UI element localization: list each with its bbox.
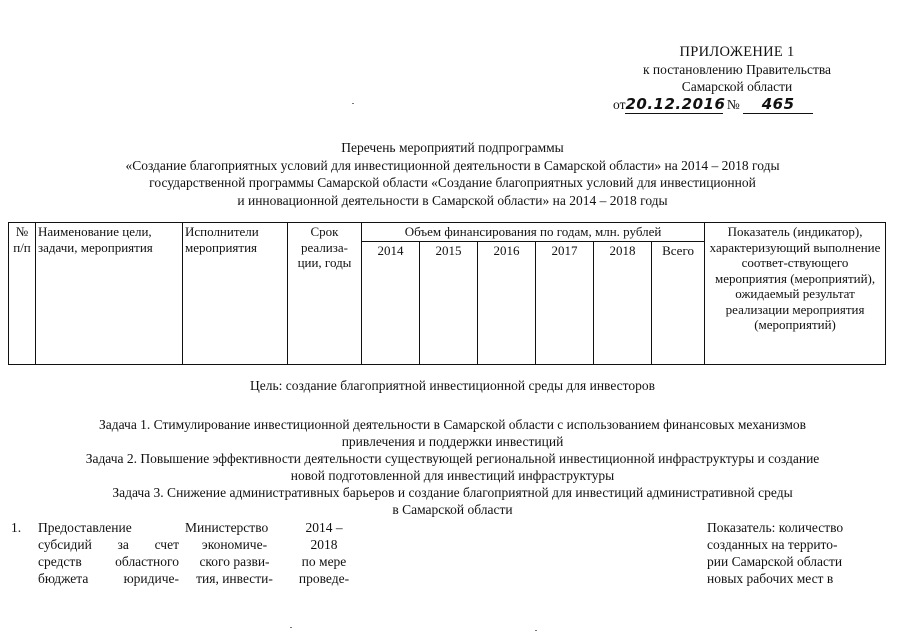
row-executor: [182, 518, 287, 588]
row-term-line: 2018: [310, 537, 338, 552]
appendix-date-number: [613, 96, 813, 114]
col-header-number: № п/п: [9, 223, 36, 365]
col-header-year-2014: 2014: [362, 242, 420, 365]
row-number: 1.: [11, 520, 22, 535]
col-header-executors: Исполнители мероприятия: [183, 223, 288, 365]
col-header-funding: Объем финансирования по годам, млн. рублей: [362, 223, 705, 242]
heading-line-3: государственной программы Самарской области «Создание благоприятных условий для инвестиционной: [149, 175, 756, 190]
col-header-year-2018: 2018: [594, 242, 652, 365]
number-prefix: №: [726, 97, 740, 112]
col-header-total: Всего: [652, 242, 705, 365]
appendix-region-line: Самарской области: [681, 79, 793, 94]
row-executor-line: Министерство: [185, 520, 269, 535]
scan-speck: [535, 630, 537, 631]
handwritten-date: 20.12.2016: [625, 95, 726, 113]
row-name: [35, 518, 182, 588]
task-1-line-2: привлечения и поддержки инвестиций: [341, 434, 564, 449]
col-header-year-2015: 2015: [420, 242, 478, 365]
row-term-line: по мере: [301, 554, 347, 569]
col-header-indicator: Показатель (индикатор), характеризующий выполнение соответ-ствующего мероприятия (мероприятий), ожидаемый результат реализации мероприятия (мероприятий): [705, 223, 886, 365]
row-name-line: средств областного: [38, 554, 179, 569]
document-heading: [20, 139, 885, 209]
row-term: [287, 518, 361, 588]
task-2-line-1: Задача 2. Повышение эффективности деятельности существующей региональной инвестиционной инфраструктуры и создание: [85, 451, 820, 466]
measures-table-header: [8, 222, 886, 365]
number-underline-field: [743, 96, 813, 114]
handwritten-number: 465: [761, 95, 795, 113]
col-header-name: Наименование цели, задачи, мероприятия: [36, 223, 183, 365]
row-executor-line: экономиче-: [201, 537, 268, 552]
col-header-term: Срок реализа-ции, годы: [288, 223, 362, 365]
row-name-line: субсидий за счет: [38, 537, 179, 552]
row-name-line: Предоставление: [38, 520, 132, 535]
row-indicator-line: рии Самарской области: [707, 554, 843, 569]
task-3: [20, 484, 885, 518]
heading-line-2: «Создание благоприятных условий для инвестиционной деятельности в Самарской области» на 2014 – 2018 годы: [125, 157, 780, 173]
row-indicator-line: созданных на террито-: [707, 537, 838, 552]
task-1: [20, 416, 885, 450]
measure-row-1: [8, 518, 885, 588]
date-prefix: от: [613, 97, 626, 112]
appendix-decree-line: к постановлению Правительства: [642, 62, 832, 77]
date-underline-field: [625, 95, 726, 114]
row-executor-line: ского разви-: [199, 554, 270, 569]
row-term-line: 2014 –: [305, 520, 343, 535]
row-indicator-line: Показатель: количество: [707, 520, 844, 535]
row-indicator: [704, 518, 885, 588]
col-header-year-2017: 2017: [536, 242, 594, 365]
scan-speck: [352, 103, 354, 104]
heading-line-4: и инновационной деятельности в Самарской области» на 2014 – 2018 годы: [237, 192, 668, 208]
heading-line-1: Перечень мероприятий подпрограммы: [341, 140, 564, 155]
appendix-title: ПРИЛОЖЕНИЕ 1: [679, 44, 795, 60]
task-2-line-2: новой подготовленной для инвестиций инфраструктуры: [290, 468, 615, 483]
row-indicator-line: новых рабочих мест в: [707, 571, 834, 586]
task-1-line-1: Задача 1. Стимулирование инвестиционной деятельности в Самарской области с использованием финансовых механизмов: [98, 417, 807, 432]
goal-line: Цель: создание благоприятной инвестиционной среды для инвесторов: [249, 378, 656, 393]
row-executor-line: тия, инвести-: [196, 571, 273, 586]
appendix-block: [612, 44, 862, 95]
scan-speck: [290, 627, 292, 628]
row-name-line: бюджета юридиче-: [38, 571, 179, 586]
row-funding-empty: [361, 518, 704, 588]
task-2: [20, 450, 885, 484]
row-term-line: проведе-: [298, 571, 350, 586]
task-3-line-2: в Самарской области: [392, 502, 513, 517]
col-header-year-2016: 2016: [478, 242, 536, 365]
task-3-line-1: Задача 3. Снижение административных барьеров и создание благоприятной для инвестиций административной среды: [112, 485, 793, 500]
